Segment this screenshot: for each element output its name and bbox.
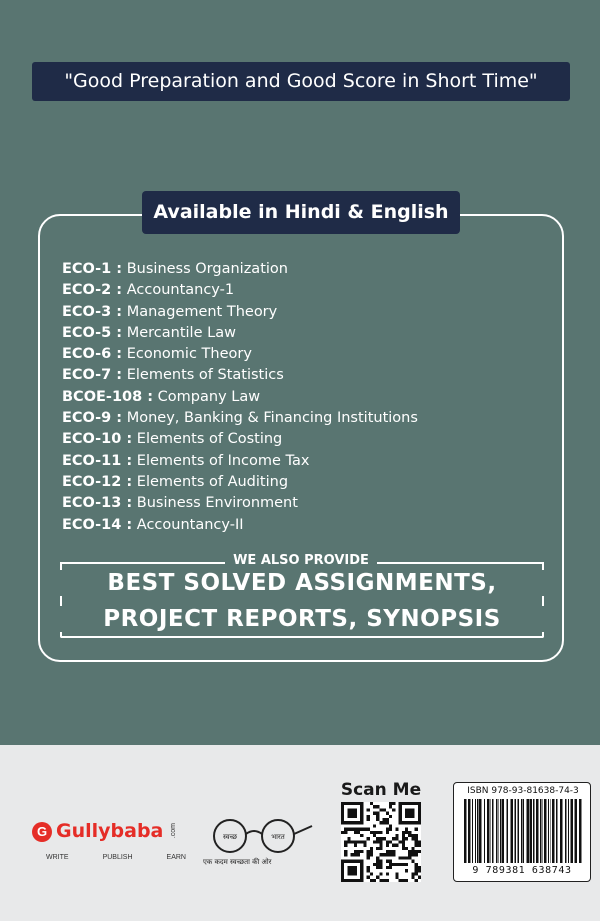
barcode-digits: 9 789381 638743 — [472, 865, 572, 876]
course-code: ECO-7 : — [62, 367, 123, 384]
logo-name: Gullybaba — [56, 820, 164, 842]
course-title: Economic Theory — [126, 346, 252, 363]
course-item — [62, 344, 542, 365]
course-title: Management Theory — [126, 303, 278, 320]
course-item — [62, 323, 542, 344]
course-title: Accountancy-II — [136, 516, 244, 533]
course-item — [62, 302, 542, 323]
course-item — [62, 451, 542, 472]
scan-me-label: Scan Me — [340, 780, 422, 800]
course-item — [62, 429, 542, 450]
isbn-text: ISBN 978-93-81638-74-3 — [467, 786, 579, 796]
swachh-caption: एक कदम स्वच्छता की ओर — [203, 858, 272, 866]
logo-tags — [46, 854, 186, 861]
swachh-right-text: भारत — [271, 833, 285, 841]
course-title: Elements of Income Tax — [136, 452, 310, 469]
course-list — [62, 259, 542, 536]
course-title: Company Law — [157, 388, 261, 405]
gullybaba-logo — [32, 820, 186, 866]
course-code: ECO-14 : — [62, 516, 133, 533]
course-title: Accountancy-1 — [126, 282, 235, 299]
course-code: ECO-11 : — [62, 452, 133, 469]
course-item — [62, 259, 542, 280]
course-title: Money, Banking & Financing Institutions — [126, 410, 418, 427]
course-code: ECO-12 : — [62, 473, 133, 490]
course-code: ECO-5 : — [62, 324, 123, 341]
course-item — [62, 472, 542, 493]
course-code: ECO-10 : — [62, 431, 133, 448]
course-title: Mercantile Law — [126, 324, 236, 341]
course-item — [62, 365, 542, 386]
course-code: ECO-3 : — [62, 303, 123, 320]
provide-label: WE ALSO PROVIDE — [233, 553, 369, 568]
barcode-icon — [462, 799, 584, 863]
logo-g-icon: G — [32, 822, 52, 842]
course-title: Business Environment — [136, 495, 298, 512]
language-badge: Available in Hindi & English — [142, 191, 460, 234]
course-code: ECO-9 : — [62, 410, 123, 427]
course-title: Elements of Costing — [136, 431, 283, 448]
course-code: ECO-1 : — [62, 261, 123, 277]
logo-tag-write: WRITE — [46, 854, 69, 861]
provide-frame-top-left — [60, 562, 225, 564]
tagline-banner: "Good Preparation and Good Score in Short Time" — [32, 62, 570, 101]
course-title: Elements of Auditing — [136, 473, 289, 490]
swachh-left-text: स्वच्छ — [222, 833, 238, 841]
course-code: ECO-13 : — [62, 495, 133, 512]
course-code: ECO-2 : — [62, 282, 123, 299]
provide-line-2: PROJECT REPORTS, SYNOPSIS — [60, 606, 544, 632]
course-item — [62, 408, 542, 429]
course-item — [62, 515, 542, 536]
provide-frame-top-right — [377, 562, 544, 564]
qr-code-icon[interactable] — [341, 802, 421, 882]
course-code: BCOE-108 : — [62, 388, 154, 405]
logo-tag-earn: EARN — [166, 854, 186, 861]
course-item — [62, 493, 542, 514]
logo-suffix: .com — [170, 823, 177, 839]
course-item — [62, 280, 542, 301]
course-title: Elements of Statistics — [126, 367, 284, 384]
course-title: Business Organization — [126, 261, 288, 277]
provide-line-1: BEST SOLVED ASSIGNMENTS, — [60, 570, 544, 596]
course-code: ECO-6 : — [62, 346, 123, 363]
logo-tag-publish: PUBLISH — [102, 854, 133, 861]
course-item — [62, 387, 542, 408]
